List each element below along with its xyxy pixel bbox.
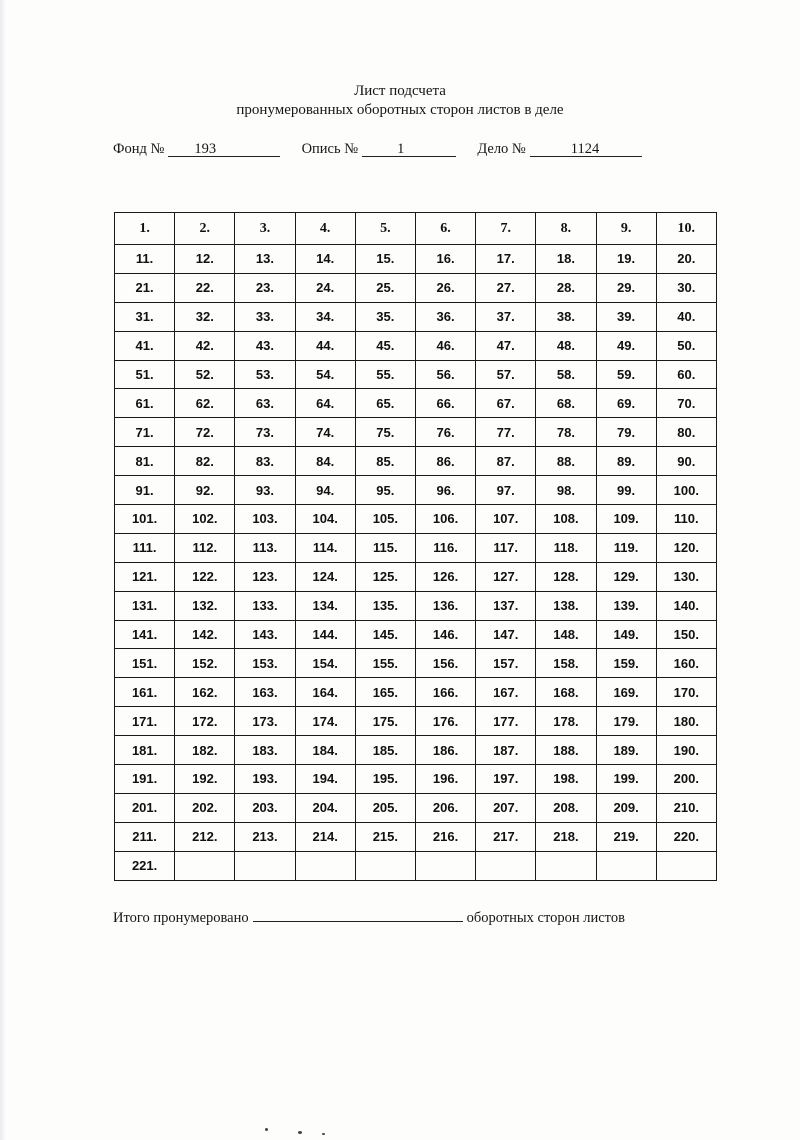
- page-number-cell: 210.: [656, 793, 716, 822]
- scan-edge: [0, 0, 6, 1140]
- page-number-cell: 74.: [295, 418, 355, 447]
- page-number-cell: 212.: [175, 822, 235, 851]
- page-number-cell: 63.: [235, 389, 295, 418]
- page-number-cell: 145.: [355, 620, 415, 649]
- page-number-cell: 116.: [415, 533, 475, 562]
- page-number-cell: 219.: [596, 822, 656, 851]
- page-number-cell: 163.: [235, 678, 295, 707]
- table-row: [115, 331, 717, 360]
- page-number-cell: 190.: [656, 736, 716, 765]
- document-subtitle: пронумерованных оборотных сторон листов в деле: [236, 102, 564, 118]
- page-number-cell: 119.: [596, 533, 656, 562]
- page-number-cell: 25.: [355, 273, 415, 302]
- page-number-cell: 64.: [295, 389, 355, 418]
- page-number-cell: 58.: [536, 360, 596, 389]
- table-row: [115, 476, 717, 505]
- page-number-cell: 45.: [355, 331, 415, 360]
- page-number-cell: 9.: [596, 213, 656, 245]
- page-number-cell: 14.: [295, 245, 355, 274]
- page-number-cell: 30.: [656, 273, 716, 302]
- page-number-cell: 206.: [415, 793, 475, 822]
- page-number-cell: 60.: [656, 360, 716, 389]
- page-number-cell: 17.: [476, 245, 536, 274]
- page-number-cell: 133.: [235, 591, 295, 620]
- page-number-cell: [295, 851, 355, 880]
- page-number-cell: 8.: [536, 213, 596, 245]
- page-number-cell: [175, 851, 235, 880]
- table-row: [115, 273, 717, 302]
- page-number-cell: 11.: [115, 245, 175, 274]
- page-number-cell: 78.: [536, 418, 596, 447]
- page-number-cell: 181.: [115, 736, 175, 765]
- delo-field: [530, 140, 642, 158]
- page-number-cell: 193.: [235, 765, 295, 794]
- page-number-cell: 194.: [295, 765, 355, 794]
- page-number-cell: 67.: [476, 389, 536, 418]
- page-number-cell: 83.: [235, 447, 295, 476]
- table-row: [115, 707, 717, 736]
- page-number-cell: 84.: [295, 447, 355, 476]
- page-number-cell: 24.: [295, 273, 355, 302]
- page-number-cell: 92.: [175, 476, 235, 505]
- page-number-cell: 13.: [235, 245, 295, 274]
- document-title: Лист подсчета: [354, 83, 446, 99]
- page-number-cell: 205.: [355, 793, 415, 822]
- page-number-cell: 43.: [235, 331, 295, 360]
- page-number-cell: 169.: [596, 678, 656, 707]
- page-number-cell: 198.: [536, 765, 596, 794]
- page-number-cell: 29.: [596, 273, 656, 302]
- page-number-cell: 88.: [536, 447, 596, 476]
- page-number-cell: 91.: [115, 476, 175, 505]
- page-number-cell: 38.: [536, 302, 596, 331]
- page-number-cell: 113.: [235, 533, 295, 562]
- page-number-cell: 77.: [476, 418, 536, 447]
- page-number-cell: 201.: [115, 793, 175, 822]
- page-number-cell: 126.: [415, 562, 475, 591]
- page-number-cell: 3.: [235, 213, 295, 245]
- page-number-cell: 39.: [596, 302, 656, 331]
- page-number-cell: 61.: [115, 389, 175, 418]
- page-number-cell: 175.: [355, 707, 415, 736]
- page-number-cell: 87.: [476, 447, 536, 476]
- page-number-cell: 147.: [476, 620, 536, 649]
- table-row: [115, 851, 717, 880]
- scan-speck: [298, 1131, 302, 1134]
- page-number-cell: 112.: [175, 533, 235, 562]
- page-number-cell: 123.: [235, 562, 295, 591]
- page-number-cell: 105.: [355, 505, 415, 534]
- table-row: [115, 213, 717, 245]
- page-number-cell: 42.: [175, 331, 235, 360]
- page-number-cell: 48.: [536, 331, 596, 360]
- page-number-cell: 171.: [115, 707, 175, 736]
- page-number-cell: 184.: [295, 736, 355, 765]
- page-number-cell: 102.: [175, 505, 235, 534]
- page-number-cell: 182.: [175, 736, 235, 765]
- page-number-cell: 51.: [115, 360, 175, 389]
- page-number-cell: 15.: [355, 245, 415, 274]
- page-number-cell: [536, 851, 596, 880]
- table-row: [115, 302, 717, 331]
- page-number-cell: 111.: [115, 533, 175, 562]
- page-number-cell: 109.: [596, 505, 656, 534]
- page-number-cell: 195.: [355, 765, 415, 794]
- page-number-cell: 68.: [536, 389, 596, 418]
- page-number-cell: 138.: [536, 591, 596, 620]
- page-number-cell: 20.: [656, 245, 716, 274]
- page-number-cell: 156.: [415, 649, 475, 678]
- table-row: [115, 389, 717, 418]
- page-number-cell: 185.: [355, 736, 415, 765]
- page-number-cell: 16.: [415, 245, 475, 274]
- opis-value: 1: [397, 141, 405, 157]
- page-number-cell: 10.: [656, 213, 716, 245]
- page-number-cell: 104.: [295, 505, 355, 534]
- page-number-cell: 73.: [235, 418, 295, 447]
- page-number-cell: 146.: [415, 620, 475, 649]
- page-number-cell: 166.: [415, 678, 475, 707]
- page-number-cell: 107.: [476, 505, 536, 534]
- table-row: [115, 649, 717, 678]
- page-number-cell: 167.: [476, 678, 536, 707]
- page-number-cell: 172.: [175, 707, 235, 736]
- page-number-cell: 106.: [415, 505, 475, 534]
- page-number-cell: 165.: [355, 678, 415, 707]
- page-number-cell: 173.: [235, 707, 295, 736]
- total-line: [113, 907, 625, 927]
- delo-value: 1124: [570, 141, 600, 157]
- page-number-cell: 90.: [656, 447, 716, 476]
- page-number-cell: 177.: [476, 707, 536, 736]
- page-number-cell: 192.: [175, 765, 235, 794]
- page-number-cell: 62.: [175, 389, 235, 418]
- page-number-cell: 159.: [596, 649, 656, 678]
- page-number-cell: 128.: [536, 562, 596, 591]
- table-row: [115, 562, 717, 591]
- page-number-cell: 54.: [295, 360, 355, 389]
- page-number-cell: 71.: [115, 418, 175, 447]
- page-number-cell: 59.: [596, 360, 656, 389]
- page-number-cell: 110.: [656, 505, 716, 534]
- page-number-cell: 101.: [115, 505, 175, 534]
- total-field: [253, 907, 463, 922]
- page-number-cell: 178.: [536, 707, 596, 736]
- page-number-cell: 21.: [115, 273, 175, 302]
- page-number-cell: 162.: [175, 678, 235, 707]
- page-number-cell: 152.: [175, 649, 235, 678]
- page-number-cell: 35.: [355, 302, 415, 331]
- page-number-cell: 34.: [295, 302, 355, 331]
- table-row: [115, 620, 717, 649]
- table-row: [115, 591, 717, 620]
- fond-field: [168, 140, 280, 158]
- table-row: [115, 822, 717, 851]
- page-number-cell: 37.: [476, 302, 536, 331]
- table-row: [115, 447, 717, 476]
- page-number-cell: 221.: [115, 851, 175, 880]
- page-number-cell: 207.: [476, 793, 536, 822]
- page-number-cell: 82.: [175, 447, 235, 476]
- page-number-cell: 79.: [596, 418, 656, 447]
- page-number-cell: 122.: [175, 562, 235, 591]
- page-number-cell: [476, 851, 536, 880]
- page-number-cell: 57.: [476, 360, 536, 389]
- page-number-cell: 4.: [295, 213, 355, 245]
- page-number-cell: 81.: [115, 447, 175, 476]
- page-number-cell: 94.: [295, 476, 355, 505]
- page-number-cell: 76.: [415, 418, 475, 447]
- page-number-cell: 202.: [175, 793, 235, 822]
- page-number-cell: 139.: [596, 591, 656, 620]
- page-number-cell: 86.: [415, 447, 475, 476]
- page-number-cell: 179.: [596, 707, 656, 736]
- page-number-cell: 93.: [235, 476, 295, 505]
- page-number-cell: 149.: [596, 620, 656, 649]
- page-number-cell: 140.: [656, 591, 716, 620]
- table-row: [115, 765, 717, 794]
- fond-value: 193: [194, 141, 217, 157]
- page-number-cell: 7.: [476, 213, 536, 245]
- page-number-cell: 70.: [656, 389, 716, 418]
- page-number-cell: 130.: [656, 562, 716, 591]
- page-number-cell: 50.: [656, 331, 716, 360]
- page-number-cell: 80.: [656, 418, 716, 447]
- page-number-cell: [656, 851, 716, 880]
- page-number-cell: 19.: [596, 245, 656, 274]
- page-number-cell: 180.: [656, 707, 716, 736]
- page-number-cell: [415, 851, 475, 880]
- table-row: [115, 505, 717, 534]
- table-row: [115, 793, 717, 822]
- page-number-cell: 174.: [295, 707, 355, 736]
- page-number-cell: 49.: [596, 331, 656, 360]
- page-count-table-body: [115, 213, 717, 881]
- table-row: [115, 245, 717, 274]
- page-number-cell: 144.: [295, 620, 355, 649]
- page-number-cell: 183.: [235, 736, 295, 765]
- page-number-cell: 168.: [536, 678, 596, 707]
- page-number-cell: 31.: [115, 302, 175, 331]
- page-number-cell: 100.: [656, 476, 716, 505]
- archive-reference-line: [113, 140, 642, 158]
- page-number-cell: 66.: [415, 389, 475, 418]
- table-row: [115, 360, 717, 389]
- page-number-cell: 191.: [115, 765, 175, 794]
- page-count-table: [114, 212, 717, 881]
- scan-speck: [322, 1133, 325, 1135]
- page-number-cell: 131.: [115, 591, 175, 620]
- page-number-cell: 55.: [355, 360, 415, 389]
- total-suffix: оборотных сторон листов: [466, 910, 625, 926]
- page-number-cell: 155.: [355, 649, 415, 678]
- page-number-cell: 121.: [115, 562, 175, 591]
- page-number-cell: 27.: [476, 273, 536, 302]
- page-number-cell: 118.: [536, 533, 596, 562]
- page-number-cell: 75.: [355, 418, 415, 447]
- opis-label: Опись №: [301, 141, 359, 157]
- page-number-cell: 196.: [415, 765, 475, 794]
- page-number-cell: 98.: [536, 476, 596, 505]
- page-number-cell: 115.: [355, 533, 415, 562]
- page-number-cell: 150.: [656, 620, 716, 649]
- page-number-cell: 85.: [355, 447, 415, 476]
- table-row: [115, 736, 717, 765]
- page-number-cell: 187.: [476, 736, 536, 765]
- delo-label: Дело №: [477, 141, 526, 157]
- page-number-cell: 28.: [536, 273, 596, 302]
- page-number-cell: 95.: [355, 476, 415, 505]
- table-row: [115, 678, 717, 707]
- page-number-cell: 40.: [656, 302, 716, 331]
- page-number-cell: 160.: [656, 649, 716, 678]
- page-number-cell: 5.: [355, 213, 415, 245]
- page-number-cell: 46.: [415, 331, 475, 360]
- page-number-cell: 218.: [536, 822, 596, 851]
- page-number-cell: 203.: [235, 793, 295, 822]
- page-number-cell: 44.: [295, 331, 355, 360]
- page-number-cell: 99.: [596, 476, 656, 505]
- page-number-cell: 127.: [476, 562, 536, 591]
- page-number-cell: 141.: [115, 620, 175, 649]
- page-number-cell: 154.: [295, 649, 355, 678]
- page-number-cell: 189.: [596, 736, 656, 765]
- page-number-cell: 117.: [476, 533, 536, 562]
- page-number-cell: 161.: [115, 678, 175, 707]
- table-row: [115, 418, 717, 447]
- page-number-cell: [235, 851, 295, 880]
- page-number-cell: 176.: [415, 707, 475, 736]
- page-number-cell: 151.: [115, 649, 175, 678]
- page-number-cell: 136.: [415, 591, 475, 620]
- page-number-cell: 204.: [295, 793, 355, 822]
- table-row: [115, 533, 717, 562]
- page-number-cell: 6.: [415, 213, 475, 245]
- page-number-cell: 143.: [235, 620, 295, 649]
- page-number-cell: 52.: [175, 360, 235, 389]
- page-number-cell: 153.: [235, 649, 295, 678]
- page-number-cell: 137.: [476, 591, 536, 620]
- page-number-cell: 216.: [415, 822, 475, 851]
- page-number-cell: [596, 851, 656, 880]
- page-number-cell: 22.: [175, 273, 235, 302]
- page-number-cell: [355, 851, 415, 880]
- page-number-cell: 47.: [476, 331, 536, 360]
- page-number-cell: 96.: [415, 476, 475, 505]
- page-number-cell: 200.: [656, 765, 716, 794]
- page-number-cell: 108.: [536, 505, 596, 534]
- page-number-cell: 89.: [596, 447, 656, 476]
- page-number-cell: 56.: [415, 360, 475, 389]
- page-number-cell: 134.: [295, 591, 355, 620]
- page-number-cell: 211.: [115, 822, 175, 851]
- page-number-cell: 129.: [596, 562, 656, 591]
- page-number-cell: 158.: [536, 649, 596, 678]
- page-number-cell: 23.: [235, 273, 295, 302]
- page-number-cell: 199.: [596, 765, 656, 794]
- page-number-cell: 103.: [235, 505, 295, 534]
- page-number-cell: 170.: [656, 678, 716, 707]
- page-number-cell: 220.: [656, 822, 716, 851]
- page-number-cell: 36.: [415, 302, 475, 331]
- scan-speck: [265, 1128, 268, 1131]
- opis-field: [362, 140, 456, 158]
- page-number-cell: 142.: [175, 620, 235, 649]
- page-number-cell: 41.: [115, 331, 175, 360]
- page-number-cell: 124.: [295, 562, 355, 591]
- page-number-cell: 97.: [476, 476, 536, 505]
- page-number-cell: 33.: [235, 302, 295, 331]
- page-number-cell: 135.: [355, 591, 415, 620]
- page-number-cell: 209.: [596, 793, 656, 822]
- total-label: Итого пронумеровано: [113, 910, 249, 926]
- page-number-cell: 125.: [355, 562, 415, 591]
- page-number-cell: 69.: [596, 389, 656, 418]
- page-number-cell: 65.: [355, 389, 415, 418]
- page-number-cell: 114.: [295, 533, 355, 562]
- page-number-cell: 214.: [295, 822, 355, 851]
- page-number-cell: 197.: [476, 765, 536, 794]
- page-number-cell: 217.: [476, 822, 536, 851]
- page-number-cell: 215.: [355, 822, 415, 851]
- page-number-cell: 186.: [415, 736, 475, 765]
- page-number-cell: 164.: [295, 678, 355, 707]
- page-number-cell: 1.: [115, 213, 175, 245]
- page-number-cell: 120.: [656, 533, 716, 562]
- page-number-cell: 72.: [175, 418, 235, 447]
- page-number-cell: 148.: [536, 620, 596, 649]
- page-number-cell: 26.: [415, 273, 475, 302]
- page-number-cell: 157.: [476, 649, 536, 678]
- page-number-cell: 12.: [175, 245, 235, 274]
- page-number-cell: 188.: [536, 736, 596, 765]
- page-number-cell: 213.: [235, 822, 295, 851]
- page-number-cell: 208.: [536, 793, 596, 822]
- page-number-cell: 2.: [175, 213, 235, 245]
- page-number-cell: 32.: [175, 302, 235, 331]
- page-number-cell: 132.: [175, 591, 235, 620]
- page-number-cell: 18.: [536, 245, 596, 274]
- fond-label: Фонд №: [113, 141, 165, 157]
- page-number-cell: 53.: [235, 360, 295, 389]
